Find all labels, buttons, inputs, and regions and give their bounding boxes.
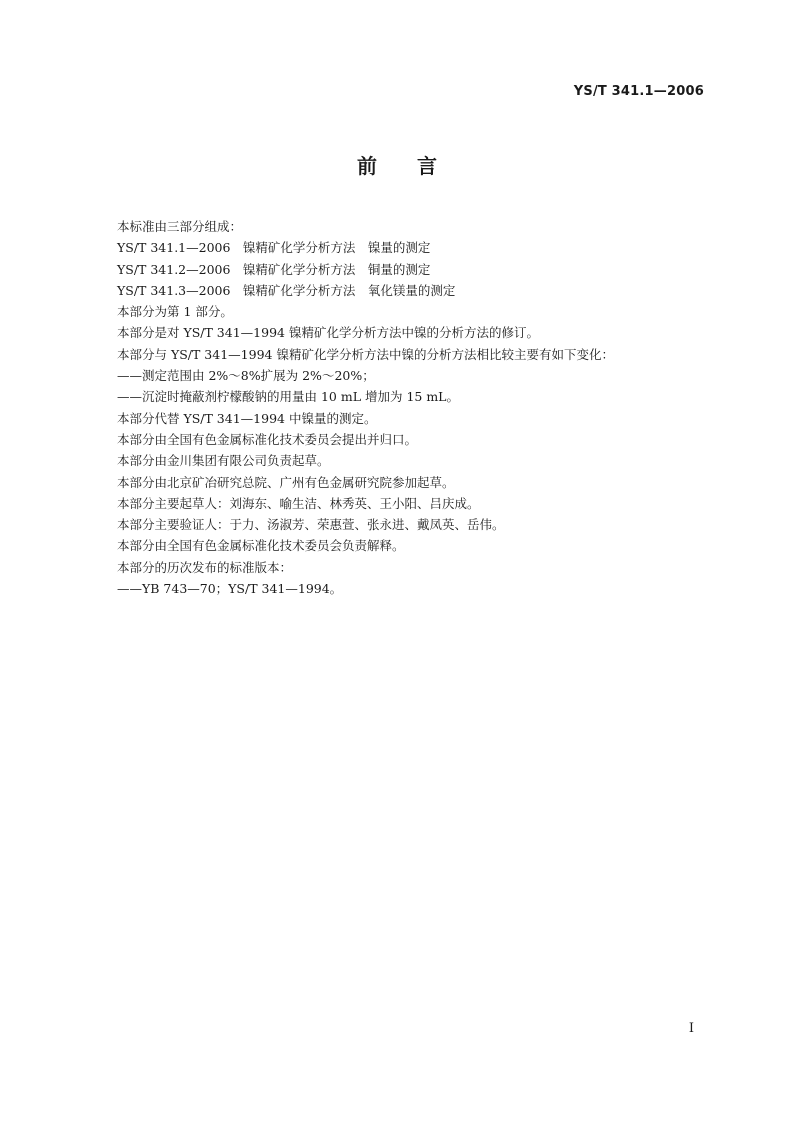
page-title <box>0 150 794 179</box>
body-line: ——测定范围由 2%～8%扩展为 2%～20%； <box>117 368 375 384</box>
body-line: 本标准由三部分组成： <box>117 219 243 234</box>
body-line: YS/T 341.3—2006 镍精矿化学分析方法 氧化镁量的测定 <box>117 282 456 298</box>
body-line: 本部分是对 YS/T 341—1994 镍精矿化学分析方法中镍的分析方法的修订。 <box>117 325 539 341</box>
title-char-2: 言 <box>417 154 437 178</box>
body-line: YS/T 341.2—2006 镍精矿化学分析方法 铜量的测定 <box>117 261 431 277</box>
body-line: ——沉淀时掩蔽剂柠檬酸钠的用量由 10 mL 增加为 15 mL。 <box>117 389 459 405</box>
body-line: 本部分主要验证人：于力、汤淑芳、荣惠萱、张永进、戴凤英、岳伟。 <box>117 517 505 533</box>
standard-code: YS/T 341.1—2006 <box>573 84 704 99</box>
body-line: 本部分与 YS/T 341—1994 镍精矿化学分析方法中镍的分析方法相比较主要有如下变化： <box>117 346 614 362</box>
title-char-1: 前 <box>357 154 377 178</box>
foreword-body <box>117 216 717 599</box>
body-line: 本部分的历次发布的标准版本： <box>117 559 293 575</box>
body-line: 本部分由全国有色金属标准化技术委员会提出并归口。 <box>117 431 418 447</box>
body-line: 本部分由全国有色金属标准化技术委员会负责解释。 <box>117 538 405 554</box>
body-line: 本部分主要起草人：刘海东、喻生洁、林秀英、王小阳、吕庆成。 <box>117 495 480 511</box>
body-line: 本部分为第 1 部分。 <box>117 304 233 320</box>
body-line: 本部分由北京矿冶研究总院、广州有色金属研究院参加起草。 <box>117 474 455 490</box>
body-line: ——YB 743—70；YS/T 341—1994。 <box>117 581 343 597</box>
page-number: I <box>688 1021 694 1036</box>
body-line: YS/T 341.1—2006 镍精矿化学分析方法 镍量的测定 <box>117 240 431 256</box>
body-line: 本部分由金川集团有限公司负责起草。 <box>117 453 330 469</box>
body-line: 本部分代替 YS/T 341—1994 中镍量的测定。 <box>117 410 377 426</box>
